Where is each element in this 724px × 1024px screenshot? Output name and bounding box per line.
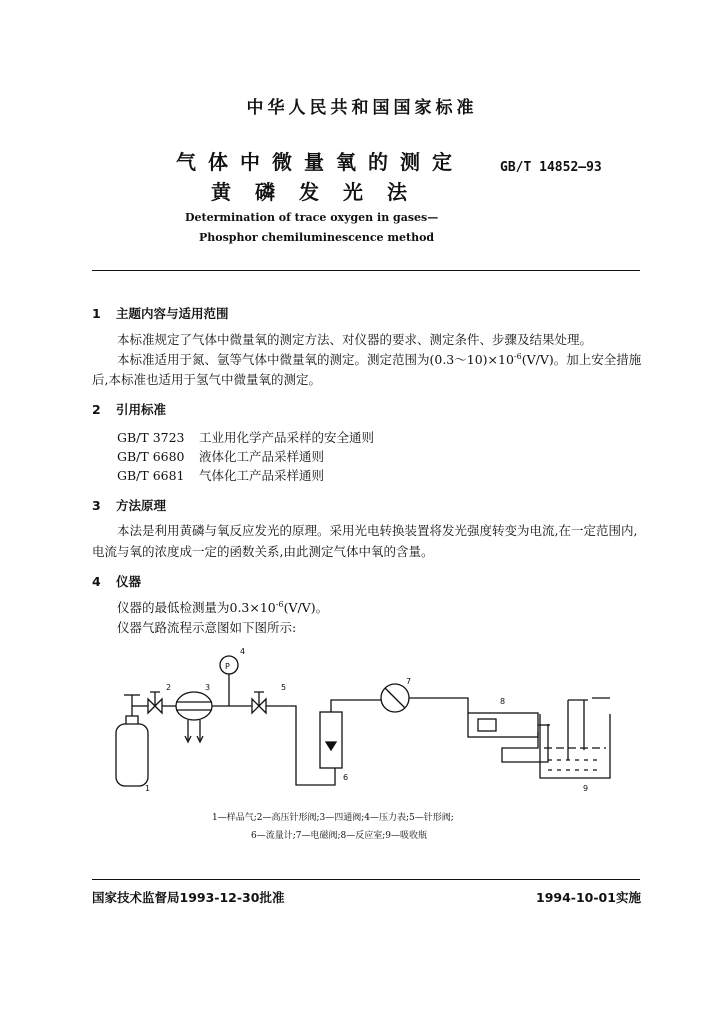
diagram-label-4: 4 (240, 647, 246, 656)
section-1-heading (92, 304, 229, 322)
effective-date: 1994-10-01实施 (536, 890, 641, 905)
diagram-label-8: 8 (500, 697, 506, 706)
diagram-label-3: 3 (205, 683, 211, 692)
bottom-divider (92, 879, 640, 880)
reference-item (117, 447, 324, 465)
title-zh-line1: 气体中微量氧的测定 (176, 150, 464, 174)
section-number: 3 (92, 498, 101, 513)
section-title: 引用标准 (116, 402, 167, 417)
section-title: 仪器 (116, 574, 142, 589)
approval-date: 国家技术监督局1993-12-30批准 (92, 890, 285, 905)
section-number: 2 (92, 402, 101, 417)
reference-name: 工业用化学产品采样的安全通则 (199, 430, 375, 445)
gas-flow-diagram (0, 640, 724, 810)
section-title: 方法原理 (116, 498, 167, 513)
reference-code: GB/T 6680 (117, 449, 185, 464)
section-3-para-1: 本法是利用黄磷与氧反应发光的原理。采用光电转换装置将发光强度转变为电流,在一定范围内, (117, 523, 638, 538)
reaction-chamber-icon (468, 713, 550, 762)
absorption-bottle-icon (540, 698, 610, 778)
section-4-heading (92, 572, 141, 590)
section-4-para-2: 仪器气路流程示意图如下图所示: (117, 620, 297, 635)
reference-item (117, 466, 324, 484)
solenoid-valve-icon (381, 684, 468, 713)
text-run: 仪器的最低检测量为0.3×10 (117, 600, 276, 615)
diagram-label-1: 1 (145, 784, 151, 793)
standard-org-title: 中华人民共和国国家标准 (246, 98, 478, 118)
four-way-valve-icon (176, 692, 212, 742)
diagram-caption-line1: 1—样品气;2—高压针形阀;3—四通阀;4—压力表;5—针形阀; (212, 813, 454, 823)
section-3-para-2: 电流与氧的浓度成一定的函数关系,由此测定气体中氧的含量。 (92, 544, 434, 559)
section-1-para-2 (117, 350, 641, 368)
reference-code: GB/T 3723 (117, 430, 185, 445)
text-run: (V/V)。 (283, 600, 329, 615)
title-en-line1: Determination of trace oxygen in gases— (185, 211, 439, 224)
exponent: -6 (513, 351, 522, 361)
section-4-para-1 (117, 598, 328, 616)
reference-item (117, 428, 374, 446)
text-run: (V/V)。加上安全措施 (521, 352, 642, 367)
standard-code: GB/T 14852—93 (500, 160, 602, 175)
diagram-label-6: 6 (343, 773, 349, 782)
flowmeter-icon (320, 700, 381, 768)
section-title: 主题内容与适用范围 (116, 306, 229, 321)
section-2-heading (92, 400, 166, 418)
diagram-label-9: 9 (583, 784, 589, 793)
section-number: 4 (92, 574, 101, 589)
section-1-para-1: 本标准规定了气体中微量氧的测定方法、对仪器的要求、测定条件、步骤及结果处理。 (117, 332, 593, 347)
diagram-label-5: 5 (281, 683, 287, 692)
title-zh-line2: 黄磷发光法 (211, 180, 431, 204)
reference-name: 液体化工产品采样通则 (199, 449, 325, 464)
reference-name: 气体化工产品采样通则 (199, 468, 325, 483)
section-1-para-3: 后,本标准也适用于氢气中微量氧的测定。 (92, 372, 321, 387)
diagram-label-2: 2 (166, 683, 172, 692)
top-divider (92, 270, 640, 271)
pressure-gauge-symbol: P (225, 662, 230, 671)
title-en-line2: Phosphor chemiluminescence method (199, 231, 435, 244)
section-3-heading (92, 496, 166, 514)
section-number: 1 (92, 306, 101, 321)
gas-cylinder-icon (116, 695, 148, 786)
diagram-caption-line2: 6—流量计;7—电磁阀;8—反应室;9—吸收瓶 (251, 831, 428, 841)
reference-code: GB/T 6681 (117, 468, 185, 483)
pipe-segment (266, 706, 335, 785)
text-run: 本标准适用于氮、氩等气体中微量氧的测定。测定范围为(0.3～10)×10 (117, 352, 514, 367)
needle-valve-icon (148, 692, 162, 713)
exponent: -6 (275, 599, 284, 609)
needle-valve-icon (252, 692, 266, 713)
diagram-label-7: 7 (406, 677, 412, 686)
